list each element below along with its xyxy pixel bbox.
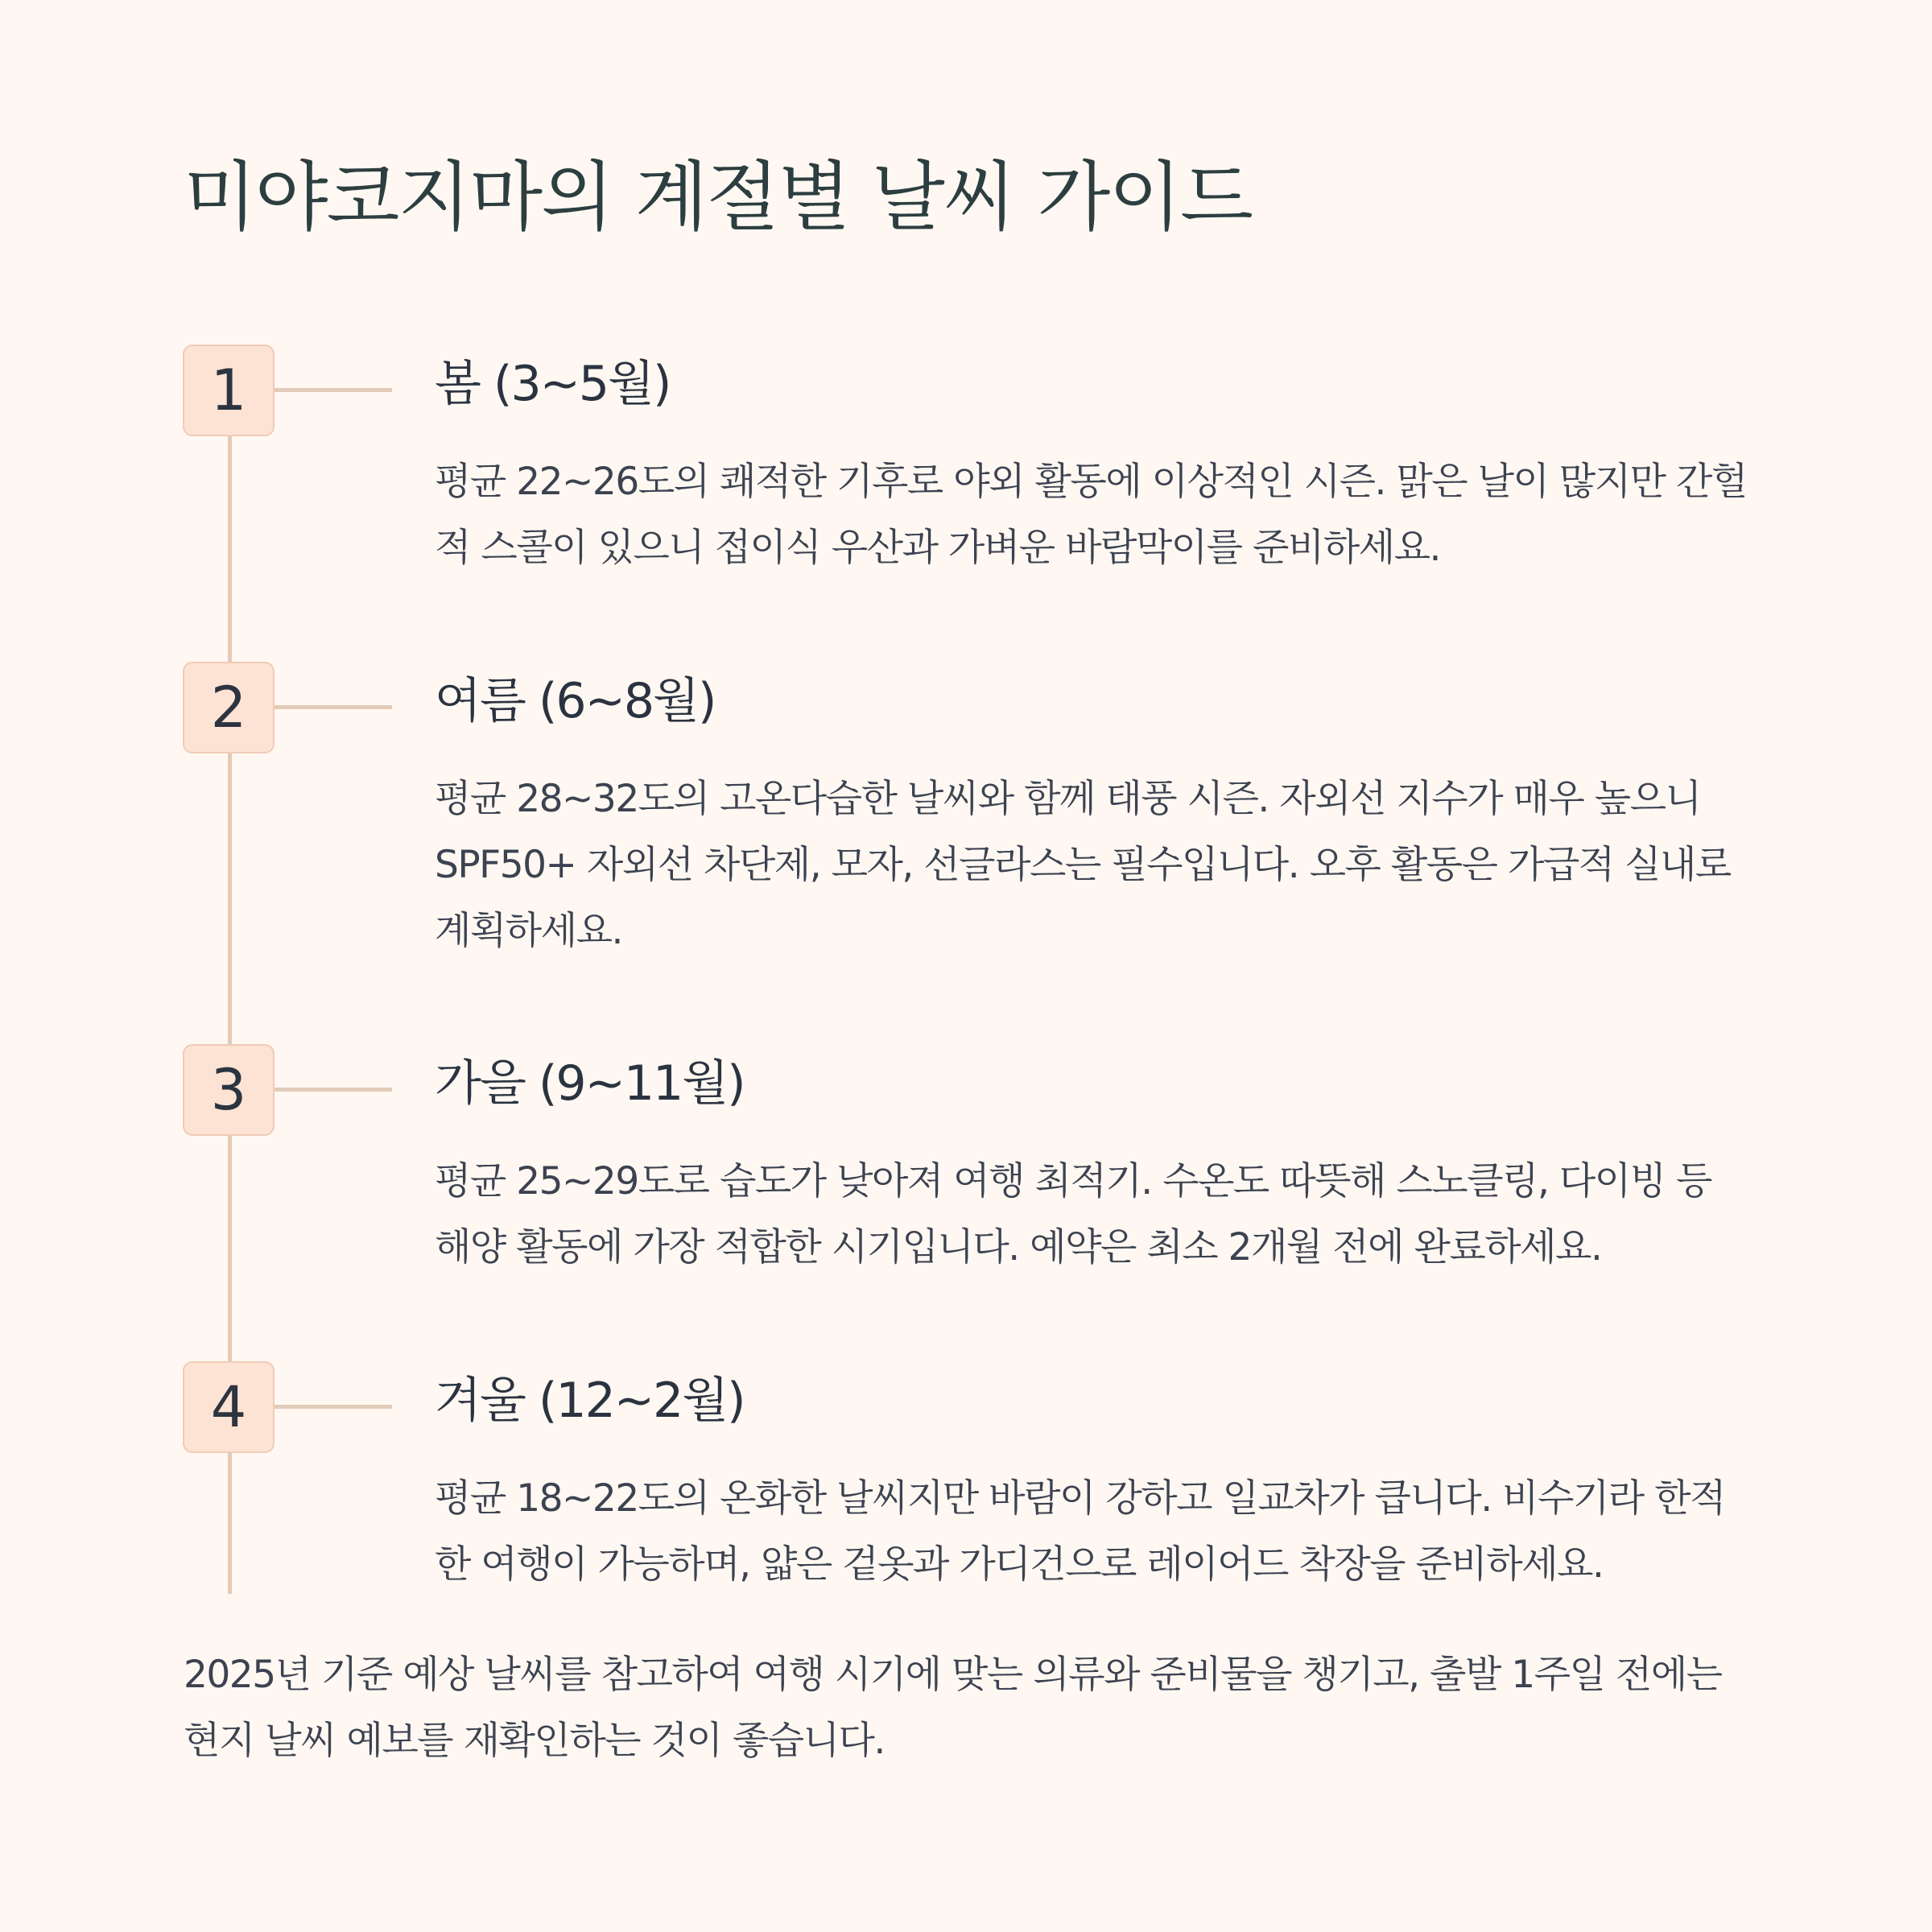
step-title: 겨울 (12~2월) xyxy=(435,1373,745,1429)
step-description: 평균 22~26도의 쾌적한 기후로 야외 활동에 이상적인 시즌. 맑은 날이 많지만 간헐적 스콜이 있으니 접이식 우산과 가벼운 바람막이를 준비하세요. xyxy=(435,460,1747,570)
step-number-badge: 1 xyxy=(183,345,275,436)
step-description: 평균 28~32도의 고온다습한 날씨와 함께 태풍 시즌. 자외선 지수가 매우 높으니 SPF50+ 자외선 차단제, 모자, 선글라스는 필수입니다. 오후 활동은 가급적 실내로 계획하세요. xyxy=(435,777,1731,953)
step-number-badge: 2 xyxy=(183,662,275,753)
step-title: 가을 (9~11월) xyxy=(435,1055,745,1112)
page-title: 미야코지마의 계절별 날씨 가이드 xyxy=(184,154,1252,242)
step-title: 봄 (3~5월) xyxy=(435,356,671,412)
step-connector xyxy=(275,388,392,392)
step-connector xyxy=(275,1405,392,1409)
footer-note: 2025년 기준 예상 날씨를 참고하여 여행 시기에 맞는 의류와 준비물을 챙기고, 출발 1주일 전에는 현지 날씨 예보를 재확인하는 것이 좋습니다. xyxy=(184,1653,1722,1763)
step-connector xyxy=(275,705,392,709)
step-number-badge: 3 xyxy=(183,1044,275,1136)
step-description: 평균 25~29도로 습도가 낮아져 여행 최적기. 수온도 따뜻해 스노클링, 다이빙 등 해양 활동에 가장 적합한 시기입니다. 예약은 최소 2개월 전에 완료하세요. xyxy=(435,1159,1711,1269)
step-connector xyxy=(275,1088,392,1092)
step-number-badge: 4 xyxy=(183,1361,275,1453)
step-title: 여름 (6~8월) xyxy=(435,673,716,729)
step-description: 평균 18~22도의 온화한 날씨지만 바람이 강하고 일교차가 큽니다. 비수기라 한적한 여행이 가능하며, 얇은 겉옷과 가디건으로 레이어드 착장을 준비하세요. xyxy=(435,1476,1725,1587)
